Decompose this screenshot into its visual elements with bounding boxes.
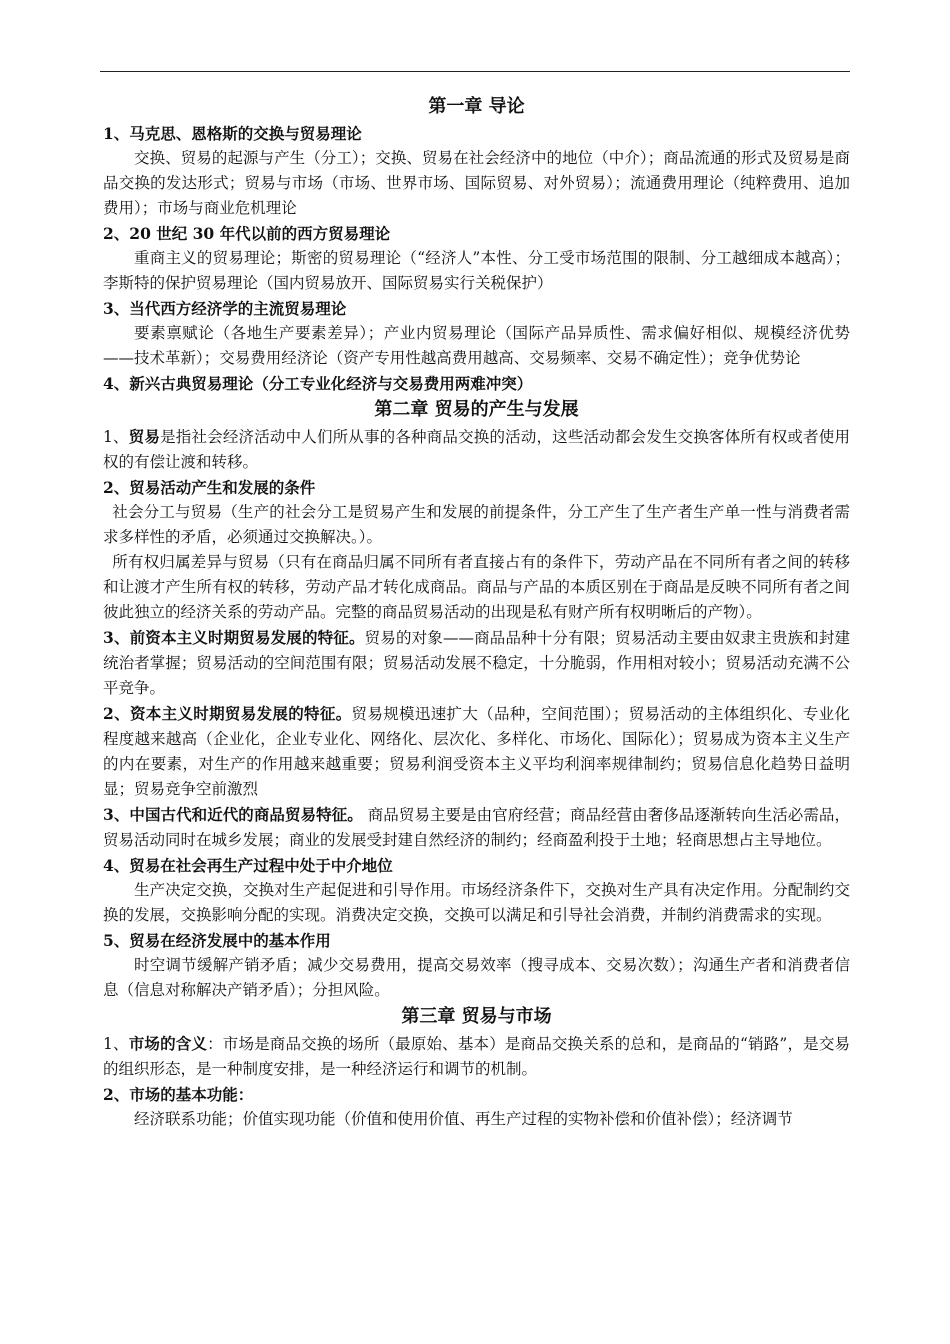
ch3-s1-term: 市场的含义 [128,1034,208,1053]
chapter-1-title: 第一章 导论 [428,96,525,117]
ch2-section-7-heading: 5、贸易在经济发展中的基本作用 [103,931,331,950]
ch1-section-3-text: 要素禀赋论（各地生产要素差异）；产业内贸易理论（国际产品异质性、需求偏好相似、规模经济优势——技术革新）；交易费用经济论（资产专用性越高费用越高、交易频率、交易不确定性）；竞争优势论 [103,324,850,367]
ch2-section-2-heading: 2、贸易活动产生和发展的条件 [103,478,316,497]
document-body [103,93,850,1132]
ch2-section-2-text-1: 社会分工与贸易（生产的社会分工是贸易产生和发展的前提条件，分工产生了生产者生产单一性与消费者需求多样性的矛盾，必须通过交换解决。）。 [103,503,850,546]
ch2-section-5-text [103,802,850,853]
chapter-3-title: 第三章 贸易与市场 [401,1006,552,1027]
ch1-section-4-heading: 4、新兴古典贸易理论（分工专业化经济与交易费用两难冲突） [103,374,533,393]
ch1-section-2-text: 重商主义的贸易理论；斯密的贸易理论（“经济人”本性、分工受市场范围的限制、分工越细成本越高）；李斯特的保护贸易理论（国内贸易放开、国际贸易实行关税保护） [103,249,850,292]
ch1-section-2-heading: 2、20 世纪 30 年代以前的西方贸易理论 [103,224,391,243]
ch1-section-3-heading: 3、当代西方经济学的主流贸易理论 [103,299,347,318]
ch2-s5-heading: 3、中国古代和近代的商品贸易特征。 [103,805,363,824]
header-rule [100,71,850,72]
ch2-s5-body: 商品贸易主要是由官府经营；商品经营由奢侈品逐渐转向生活必需品，贸易活动同时在城乡发展；商业的发展受封建自然经济的制约；经商盈利投于土地；轻商思想占主导地位。 [103,806,850,849]
ch2-section-7-text: 时空调节缓解产销矛盾；减少交易费用，提高交易效率（搜寻成本、交易次数）；沟通生产者和消费者信息（信息对称解决产销矛盾）；分担风险。 [103,956,850,999]
ch1-section-1-text: 交换、贸易的起源与产生（分工）；交换、贸易在社会经济中的地位（中介）；商品流通的形式及贸易是商品交换的发达形式；贸易与市场（市场、世界市场、国际贸易、对外贸易）；流通费用理论（纯粹费用、追加费用）；市场与商业危机理论 [103,149,850,217]
ch1-section-1-heading: 1、马克思、恩格斯的交换与贸易理论 [103,124,362,143]
ch2-section-1-text [103,424,850,475]
chapter-2-title: 第二章 贸易的产生与发展 [374,399,579,420]
ch2-section-4-text [103,701,850,802]
ch2-section-3-text [103,625,850,701]
ch3-section-1-text [103,1031,850,1082]
ch2-s3-body: 贸易的对象——商品品种十分有限；贸易活动主要由奴隶主贵族和封建统治者掌握；贸易活动的空间范围有限；贸易活动发展不稳定，十分脆弱，作用相对较小；贸易活动充满不公平竞争。 [103,629,850,697]
ch3-s1-definition: ：市场是商品交换的场所（最原始、基本）是商品交换关系的总和，是商品的“销路”，是交易的组织形态，是一种制度安排，是一种经济运行和调节的机制。 [103,1035,850,1078]
ch2-section-6-heading: 4、贸易在社会再生产过程中处于中介地位 [103,856,393,875]
ch2-section-2-text-2: 所有权归属差异与贸易（只有在商品归属不同所有者直接占有的条件下，劳动产品在不同所有者之间的转移和让渡才产生所有权的转移，劳动产品才转化成商品。商品与产品的本质区别在于商品是反映不同所有者之间彼此独立的经济关系的劳动产品。完整的商品贸易活动的出现是私有财产所有权明晰后的产物）。 [103,553,850,621]
ch3-s1-number: 1、 [103,1035,129,1053]
ch2-s3-heading: 3、前资本主义时期贸易发展的特征。 [103,628,365,647]
ch2-s1-number: 1、 [103,428,129,446]
ch2-section-6-text: 生产决定交换，交换对生产起促进和引导作用。市场经济条件下，交换对生产具有决定作用。分配制约交换的发展，交换影响分配的实现。消费决定交换，交换可以满足和引导社会消费，并制约消费需求的实现。 [103,881,850,924]
ch3-section-2-heading: 2、市场的基本功能： [103,1085,254,1104]
ch2-s1-definition: 是指社会经济活动中人们所从事的各种商品交换的活动，这些活动都会发生交换客体所有权或者使用权的有偿让渡和转移。 [103,428,850,471]
ch3-section-2-text: 经济联系功能；价值实现功能（价值和使用价值、再生产过程的实物补偿和价值补偿）；经济调节 [134,1110,793,1128]
ch2-s4-heading: 2、资本主义时期贸易发展的特征。 [103,704,352,723]
ch2-s4-body: 贸易规模迅速扩大（品种，空间范围）；贸易活动的主体组织化、专业化程度越来越高（企业化，企业专业化、网络化、层次化、多样化、市场化、国际化）；贸易成为资本主义生产的内在要素，对生产的作用越来越重要；贸易利润受资本主义平均利润率规律制约；贸易信息化趋势日益明显；贸易竞争空前激烈 [103,705,850,798]
ch2-s1-term: 贸易 [128,427,161,446]
